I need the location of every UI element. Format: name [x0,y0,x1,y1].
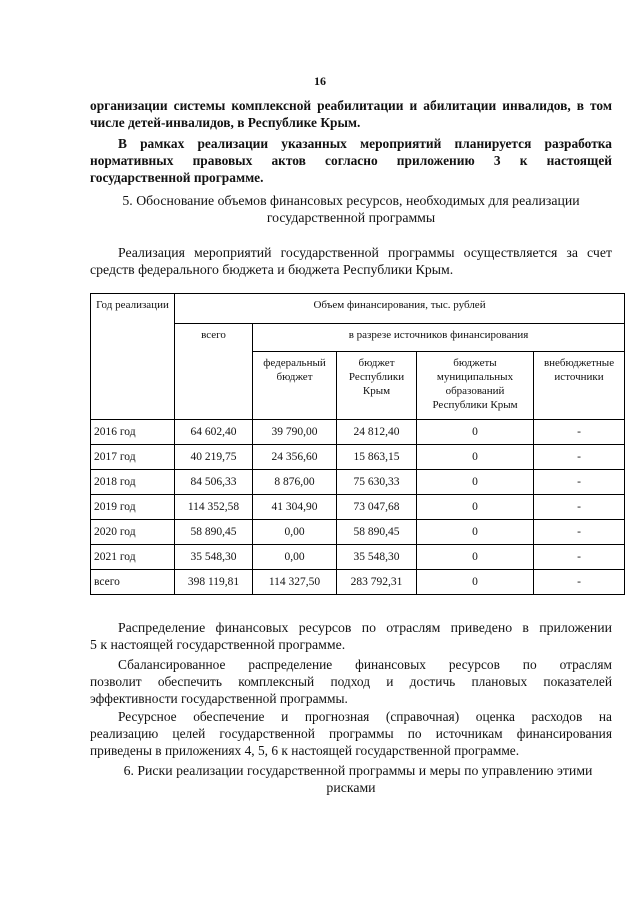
text-line: нормативных правовых актов согласно приложению 3 к настоящей [90,153,612,168]
cell-federal: 0,00 [253,545,337,570]
cell-crimea: 283 792,31 [337,570,417,595]
resource-paragraph [90,708,612,759]
cell-crimea: 75 630,33 [337,470,417,495]
table-body [91,420,625,595]
cell-federal: 114 327,50 [253,570,337,595]
text-line: позволит обеспечить комплексный подход и достичь плановых показателей [90,674,612,689]
cell-total: 58 890,45 [175,520,253,545]
section6-heading [90,762,612,796]
text-line: Ресурсное обеспечение и прогнозная (справочная) оценка расходов на [118,709,612,724]
page-number: 16 [314,74,326,88]
text-line: организации системы комплексной реабилитации и абилитации инвалидов, в том [90,98,612,113]
funding-paragraph [90,244,612,278]
cell-crimea: 73 047,68 [337,495,417,520]
cell-crimea: 24 812,40 [337,420,417,445]
cell-extra: - [534,495,625,520]
balanced-paragraph [90,656,612,707]
cell-crimea: 58 890,45 [337,520,417,545]
text-line: реализацию целей государственной программы по источникам финансирования [90,726,612,741]
cell-total: 64 602,40 [175,420,253,445]
cell-total: 84 506,33 [175,470,253,495]
table-row [91,545,625,570]
text-line: 5 к настоящей государственной программе. [90,637,346,652]
heading-line: рисками [326,780,376,795]
table-row [91,445,625,470]
cell-total: 40 219,75 [175,445,253,470]
cell-total: 398 119,81 [175,570,253,595]
text-line: Распределение финансовых ресурсов по отраслям приведено в приложении [118,620,612,635]
header-total: всего [175,324,253,420]
cell-municipal: 0 [417,445,534,470]
cell-year: 2016 год [91,420,175,445]
header-year: Год реализации [91,294,175,420]
cell-extra: - [534,470,625,495]
text-line: эффективности государственной программы. [90,691,348,706]
text-line: государственной программе. [90,170,264,185]
heading-line: государственной программы [266,210,436,225]
heading-line: 6. Риски реализации государственной программы и меры по управлению этими [123,763,593,778]
cell-extra: - [534,420,625,445]
intro-paragraph [90,97,612,131]
cell-year: 2017 год [91,445,175,470]
cell-municipal: 0 [417,545,534,570]
cell-federal: 39 790,00 [253,420,337,445]
table-row [91,570,625,595]
cell-extra: - [534,545,625,570]
header-federal: федеральный бюджет [253,352,337,420]
cell-extra: - [534,445,625,470]
cell-federal: 24 356,60 [253,445,337,470]
cell-year: 2018 год [91,470,175,495]
cell-total: 114 352,58 [175,495,253,520]
header-municipal: бюджеты муниципальных образований Республики Крым [417,352,534,420]
financing-table [90,293,625,595]
cell-year: 2020 год [91,520,175,545]
header-crimea: бюджет Республики Крым [337,352,417,420]
cell-federal: 0,00 [253,520,337,545]
cell-federal: 8 876,00 [253,470,337,495]
cell-municipal: 0 [417,420,534,445]
cell-crimea: 35 548,30 [337,545,417,570]
text-line: средств федерального бюджета и бюджета Республики Крым. [90,262,454,277]
cell-federal: 41 304,90 [253,495,337,520]
cell-year: всего [91,570,175,595]
cell-municipal: 0 [417,520,534,545]
table-row [91,420,625,445]
cell-crimea: 15 863,15 [337,445,417,470]
text-line: числе детей-инвалидов, в Республике Крым. [90,115,361,130]
cell-year: 2019 год [91,495,175,520]
cell-extra: - [534,570,625,595]
table-row [91,520,625,545]
cell-municipal: 0 [417,495,534,520]
header-volume: Объем финансирования, тыс. рублей [175,294,625,324]
section5-heading [90,192,612,226]
heading-line: 5. Обоснование объемов финансовых ресурсов, необходимых для реализации [122,193,580,208]
text-line: приведены в приложениях 4, 5, 6 к настоящей государственной программе. [90,743,520,758]
cell-municipal: 0 [417,470,534,495]
cell-extra: - [534,520,625,545]
table-row [91,470,625,495]
text-line: Реализация мероприятий государственной программы осуществляется за счет [118,245,612,260]
header-by-source: в разрезе источников финансирования [253,324,625,352]
text-line: Сбалансированное распределение финансовых ресурсов по отраслям [118,657,612,672]
planning-paragraph [90,135,612,186]
table-row [91,495,625,520]
text-line: В рамках реализации указанных мероприятий планируется разработка [118,136,612,151]
distribution-paragraph [90,619,612,653]
cell-year: 2021 год [91,545,175,570]
cell-total: 35 548,30 [175,545,253,570]
cell-municipal: 0 [417,570,534,595]
header-extra: внебюджетные источники [534,352,625,420]
